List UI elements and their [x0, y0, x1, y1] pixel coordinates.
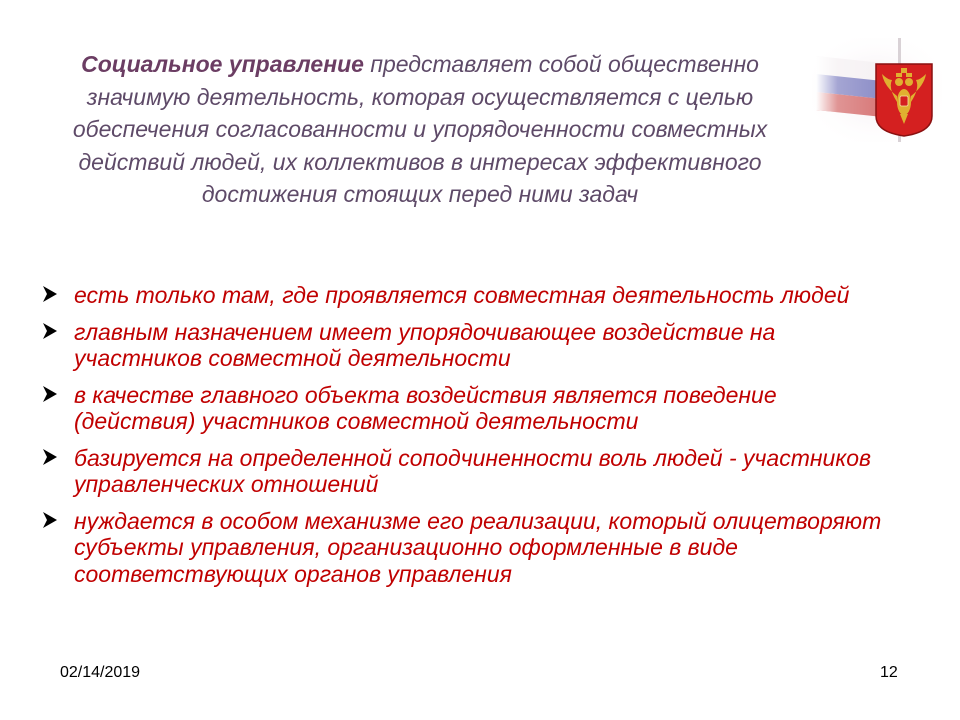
list-item-text: базируется на определенной соподчиненности воль людей - участников управленческих отношений [74, 444, 871, 497]
page-number: 12 [880, 664, 898, 681]
emblem [812, 38, 942, 142]
intro-definition [30, 48, 810, 211]
arrow-bullet-icon [42, 448, 58, 466]
arrow-bullet-icon [42, 511, 58, 529]
list-item [42, 282, 902, 309]
list-item-text: есть только там, где проявляется совместная деятельность людей [74, 282, 850, 308]
list-item [42, 445, 902, 498]
list-item [42, 508, 902, 588]
footer-date: 02/14/2019 [60, 664, 141, 681]
list-item-text: главным назначением имеет упорядочивающее воздействие на участников совместной деятельности [74, 318, 776, 371]
list-item-text: нуждается в особом механизме его реализации, который олицетворяют субъекты управления, организационно оформленные в виде соответствующих органов управления [74, 507, 882, 587]
list-item-text: в качестве главного объекта воздействия является поведение (действия) участников совместной деятельности [74, 381, 777, 434]
list-item [42, 319, 902, 372]
feature-list [42, 282, 902, 597]
arrow-bullet-icon [42, 285, 58, 303]
list-item [42, 382, 902, 435]
russian-coat-of-arms-icon [876, 64, 932, 136]
arrow-bullet-icon [42, 322, 58, 340]
russian-flag-icon [816, 56, 878, 117]
intro-term: Социальное управление [81, 51, 364, 77]
intro-text: представляет собой общественно значимую деятельность, которая осуществляется с целью обеспечения согласованности и упорядоченности совместных действий людей, их коллективов в интересах эффективного достижения стоящих перед ними задач [72, 51, 768, 207]
arrow-bullet-icon [42, 385, 58, 403]
emblem-graphic [812, 38, 942, 142]
